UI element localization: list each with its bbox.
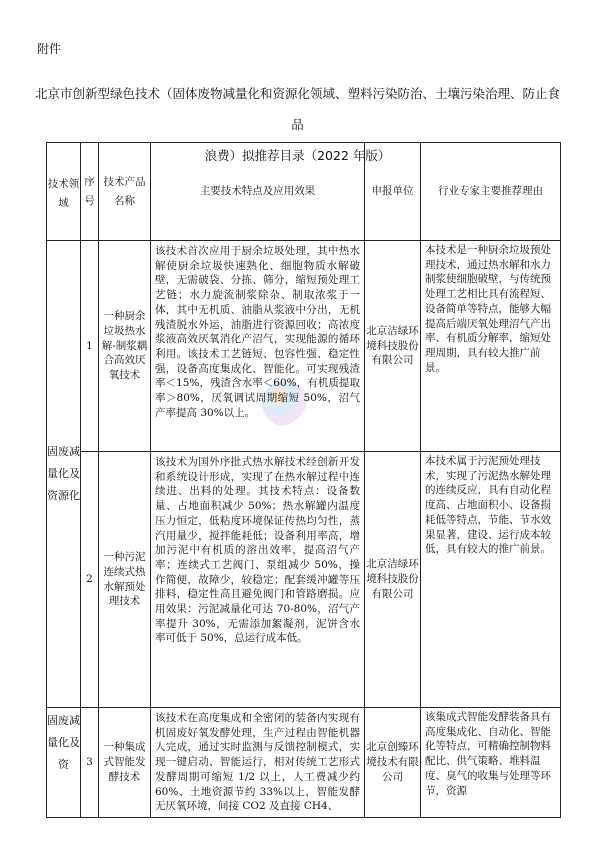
expert-reason: 本技术是一种厨余垃圾预处理技术，通过热水解和水力制浆使细胞破壁，与传统预处理工艺相比具有流程短、设备简单等特点，能够大幅提高后端厌氧处理沼气产出率、有机质分解率，缩短处理周期，具有较大推广前景。 [421,241,561,452]
header-no: 序号 [81,143,99,241]
tech-name: 一种集成式智能发酵技术 [99,708,151,818]
field-cell: 固废减量化及资 [47,708,81,818]
recommendation-table [46,142,561,818]
header-expert: 行业专家主要推荐理由 [421,143,561,241]
tech-name: 一种污泥连续式热水解预处理技术 [99,452,151,708]
tech-features: 该技术首次应用于厨余垃圾处理，其中热水解使厨余垃圾快速熟化、细胞物质水解破壁，无需破袋、分拣、筛分，缩短预处理工艺链；水力旋流制浆除杂、制取浓浆于一体，其中无机质、油脂从浆液中分出，无机残渣脱水外运，油脂进行资源回收；高浓度浆液高效厌氧消化产沼气，实现能源的循环利用。该技术工艺链短、包容性强、稳定性强，设备高度集成化、智能化。可实现残渣率＜15%，残渣含水率＜60%，有机质提取率＞80%，厌氧调试周期缩短 50%，沼气产率提高 30%以上。 [151,241,365,452]
header-applicant: 申报单位 [365,143,421,241]
title-line-2: 浪费）拟推荐目录（2022 年版） [204,148,391,163]
tech-features: 该技术在高度集成和全密闭的装备内实现有机固废好氧发酵处理，生产过程由智能机器人完成，通过实时监测与反馈控制模式，实现一键启动、智能运行，相对传统工艺形式发酵周期可缩短 1/2 以上，人工费减少约 60%、土地资源节约 33%以上，智能发酵无厌氧环境，间接 CO2 及直接 CH4、 [151,708,365,818]
header-row [47,143,561,241]
tech-name: 一种厨余垃圾热水解-制浆耦合高效厌氧技术 [99,241,151,452]
title-line-1: 北京市创新型绿色技术（固体废物减量化和资源化领域、塑料污染防治、土壤污染治理、防止食品 [34,86,560,132]
tech-features: 该技术为国外序批式热水解技术经创新开发和系统设计形成，实现了在热水解过程中连续进、出料的处理。其技术特点：设备数量、占地面积减少 50%；热水解罐内温度压力恒定，低粘度环境保证传热均匀性，蒸汽用量少，搅拌能耗低；设备利用率高，增加污泥中有机质的溶出效率，提高沼气产率；连续式工艺阀门、泵组减少 50%，操作简便，故障少，较稳定；配套缓冲罐等压排料，稳定性高且避免阀门和管路磨损。应用效果：污泥减量化可达 70-80%，沼气产率提升 30%，无需添加絮凝剂，泥饼含水率可低于 50%，总运行成本低。 [151,452,365,708]
header-features: 主要技术特点及应用效果 [151,143,365,241]
table-row [47,708,561,818]
expert-reason: 该集成式智能发酵装备具有高度集成化、自动化、智能化等特点，可精确控制物料配比、供气策略、堆料温度、臭气的收集与处理等环节，资源 [421,708,561,818]
applicant: 北京洁绿环境科技股份有限公司 [365,241,421,452]
row-number: 3 [81,708,99,818]
attachment-label: 附件 [37,42,62,56]
applicant: 北京洁绿环境科技股份有限公司 [365,452,421,708]
expert-reason: 本技术属于污泥预处理技术，实现了污泥热水解处理的连续反应，具有自动化程度高、占地面积小、设备损耗低等特点，节能、节水效果显著，建设、运行成本较低，具有较大的推广前景。 [421,452,561,708]
applicant: 北京创臻环境技术有限公司 [365,708,421,818]
row-number: 1 [81,241,99,452]
field-cell: 固废减量化及资源化 [47,241,81,708]
table-row [47,452,561,708]
row-number: 2 [81,452,99,708]
header-name: 技术产品名称 [99,143,151,241]
table-row [47,241,561,452]
header-field: 技术领域 [47,143,81,241]
